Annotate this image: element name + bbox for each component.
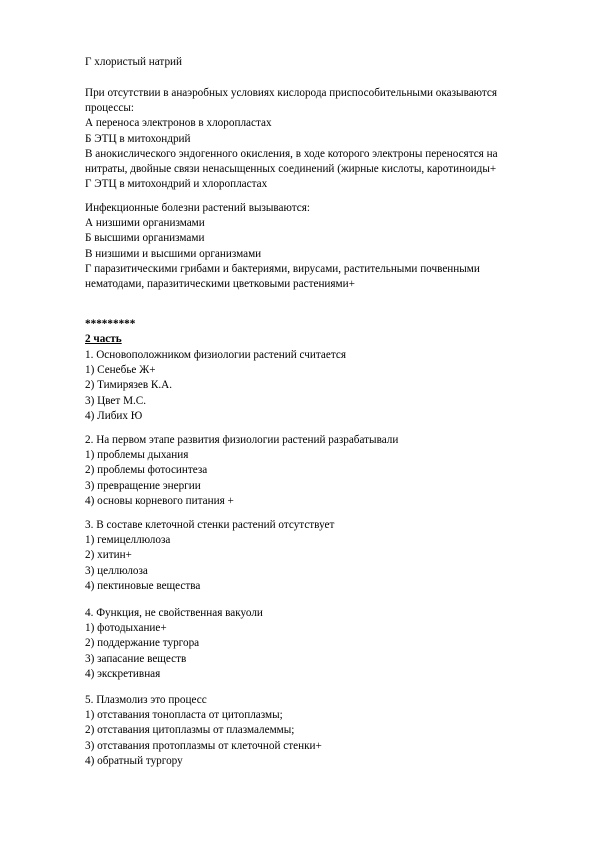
answer-option: 2) хитин+ (85, 549, 132, 562)
answer-option: 1) фотодыхание+ (85, 622, 167, 635)
answer-option: Г ЭТЦ в митохондрий и хлоропластах (85, 178, 268, 191)
answer-option: В анокислического эндогенного окисления, в ходе которого электроны переносятся на (85, 147, 498, 160)
answer-option: Б высшими организмами (85, 232, 205, 245)
question-text: Инфекционные болезни растений вызываются: (85, 202, 310, 214)
answer-option: 1) Сенебье Ж+ (85, 364, 156, 377)
answer-option: 4) пектиновые вещества (85, 579, 201, 592)
answer-option: нематодами, паразитическими цветковыми растениями+ (85, 278, 355, 291)
answer-option: 4) Либих Ю (85, 409, 143, 422)
question-text: 4. Функция, не свойственная вакуоли (85, 607, 263, 619)
question-infections (85, 201, 545, 292)
section-title: 2 часть (85, 333, 122, 346)
answer-option: 2) проблемы фотосинтеза (85, 464, 208, 477)
question-text: 2. На первом этапе развития физиологии растений разрабатывали (85, 434, 399, 446)
question-4 (85, 606, 545, 682)
answer-option: Г хлористый натрий (85, 56, 183, 68)
question-text: При отсутствии в анаэробных условиях кислорода приспособительными оказываются (85, 87, 498, 99)
part-two (85, 317, 545, 347)
answer-option: 4) обратный тургору (85, 754, 183, 767)
question-1 (85, 348, 545, 424)
question-text: 1. Основоположником физиологии растений считается (85, 349, 346, 361)
answer-option: 3) превращение энергии (85, 479, 201, 492)
answer-option: Г паразитическими грибами и бактериями, вирусами, растительными почвенными (85, 262, 480, 275)
answer-option: 2) отставания цитоплазмы от плазмалеммы; (85, 724, 295, 737)
answer-option: 3) отставания протоплазмы от клеточной стенки+ (85, 739, 322, 752)
answer-option: 2) Тимирязев К.А. (85, 379, 173, 392)
answer-option: 3) запасание веществ (85, 652, 187, 665)
answer-option: 3) Цвет М.С. (85, 394, 147, 407)
previous-question-tail (85, 55, 545, 70)
answer-option: 1) гемицеллюлоза (85, 534, 171, 547)
answer-option: 1) проблемы дыхания (85, 449, 189, 462)
answer-option: 3) целлюлоза (85, 564, 148, 577)
answer-option: 4) экскретивная (85, 667, 161, 680)
question-anaerobic (85, 86, 545, 192)
separator: ********* (85, 318, 136, 330)
answer-option: 2) поддержание тургора (85, 637, 200, 650)
answer-option: 1) отставания тонопласта от цитоплазмы; (85, 709, 283, 722)
question-2 (85, 433, 545, 509)
question-text: 5. Плазмолиз это процесс (85, 694, 207, 706)
question-text: 3. В составе клеточной стенки растений отсутствует (85, 519, 335, 531)
answer-option: 4) основы корневого питания + (85, 494, 234, 507)
answer-option: Б ЭТЦ в митохондрий (85, 132, 191, 145)
answer-option: В низшими и высшими организмами (85, 247, 262, 260)
answer-option: А переноса электронов в хлоропластах (85, 117, 272, 130)
question-text: процессы: (85, 102, 134, 115)
answer-option: А низшими организмами (85, 217, 205, 230)
question-5 (85, 693, 545, 769)
question-3 (85, 518, 545, 594)
answer-option: нитраты, двойные связи ненасыщенных соединений (жирные кислоты, каротиноиды+ (85, 163, 497, 176)
